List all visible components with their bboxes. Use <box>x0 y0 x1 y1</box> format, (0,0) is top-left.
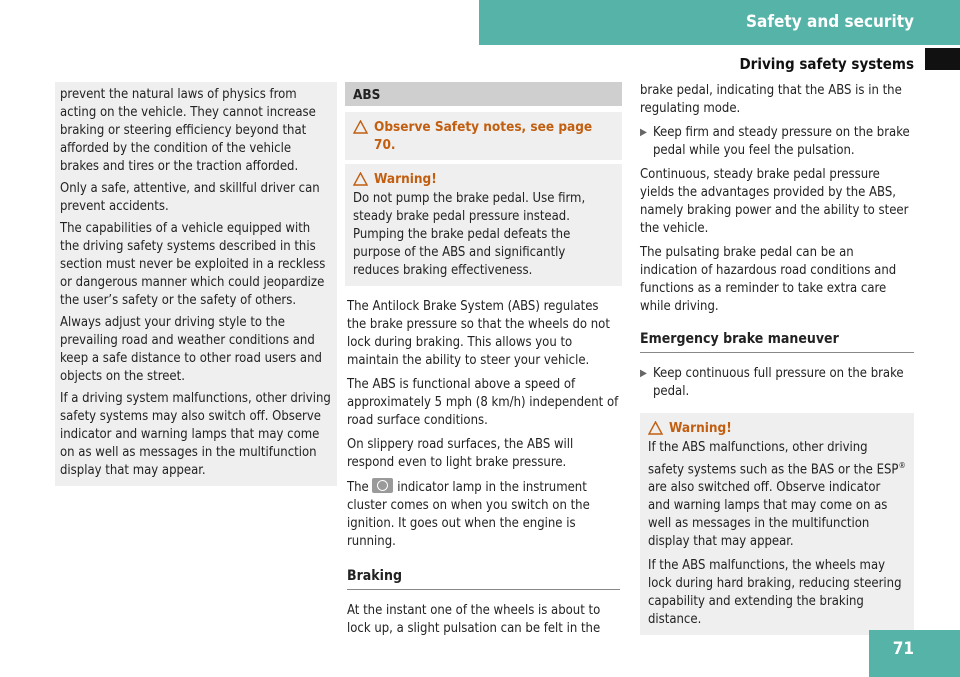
warning-title: Warning! <box>669 420 732 436</box>
abs-paragraph: The Antilock Brake System (ABS) regulates the brake pressure so that the wheels do not lock during braking. This allows you to maintain the ability to steer your vehicle. <box>347 299 610 368</box>
braking-paragraph: At the instant one of the wheels is about to lock up, a slight pulsation can be felt in the <box>347 603 601 636</box>
abs-indicator-icon <box>372 478 393 493</box>
page-number-tab <box>869 630 960 677</box>
left-paragraph: If a driving system malfunctions, other driving safety systems may also switch off. Observe indicator and warning lamps that may come on as well as messages in the multifunction display that may appear. <box>60 391 331 478</box>
abs-paragraph: The ABS is functional above a speed of approximately 5 mph (8 km/h) independent of road surface conditions. <box>347 377 619 428</box>
abs-body <box>345 298 622 638</box>
list-item: ▶ Keep continuous full pressure on the brake pedal. <box>640 366 904 399</box>
abs-heading: ABS <box>345 82 622 106</box>
right-column <box>640 82 914 635</box>
warning-box <box>345 164 622 286</box>
abs-section <box>345 82 622 644</box>
left-paragraph: Always adjust your driving style to the prevailing road and weather conditions and keep a safe distance to other road users and objects on the street. <box>60 315 322 384</box>
left-paragraph: Only a safe, attentive, and skillful driver can prevent accidents. <box>60 181 320 214</box>
section-tab <box>479 0 960 45</box>
emergency-heading: Emergency brake maneuver <box>640 330 914 353</box>
bullet-arrow-icon: ▶ <box>640 127 647 138</box>
warning-box <box>640 413 914 635</box>
warning-text: If the ABS malfunctions, the wheels may lock during hard braking, reducing steering capability and extending the braking distance. <box>648 558 902 628</box>
subsection-title: Driving safety systems <box>739 55 914 73</box>
right-paragraph: The pulsating brake pedal can be an indication of hazardous road conditions and functions as a reminder to take extra care while driving. <box>640 245 897 314</box>
bullet-arrow-icon: ▶ <box>640 368 647 379</box>
right-paragraph: Continuous, steady brake pedal pressure yields the advantages provided by the ABS, namely braking power and the ability to steer the vehicle. <box>640 167 909 236</box>
warning-triangle-icon <box>353 172 368 186</box>
left-paragraph: The capabilities of a vehicle equipped with the driving safety systems described in this section must never be exploited in a reckless or dangerous manner which could jeopardize the user’s safety or the safety of others. <box>60 221 326 308</box>
braking-heading: Braking <box>347 567 620 590</box>
warning-text: If the ABS malfunctions, other driving safety systems such as the BAS or the ESP® are also switched off. Observe indicator and warning lamps that may come on as well as messages in the multifunction display that may appear. <box>648 440 906 550</box>
indicator-paragraph: The indicator lamp in the instrument cluster comes on when you switch on the ignition. It goes out when the engine is running. <box>347 480 590 549</box>
continued-paragraph: brake pedal, indicating that the ABS is in the regulating mode. <box>640 83 902 116</box>
list-item: ▶ Keep firm and steady pressure on the brake pedal while you feel the pulsation. <box>640 125 910 158</box>
safety-note-link[interactable]: Observe Safety notes, see page 70. <box>374 119 593 153</box>
abs-paragraph: On slippery road surfaces, the ABS will respond even to light brake pressure. <box>347 437 574 470</box>
warning-triangle-icon <box>648 421 663 435</box>
safety-note-box <box>345 112 622 160</box>
left-info-box <box>55 82 337 486</box>
section-title: Safety and security <box>746 12 914 32</box>
warning-triangle-icon <box>353 120 368 134</box>
header-marker <box>925 48 960 70</box>
warning-title: Warning! <box>374 171 437 187</box>
left-paragraph: prevent the natural laws of physics from acting on the vehicle. They cannot increase braking or steering efficiency beyond that afforded by the condition of the vehicle brakes and tires or the traction afforded. <box>60 87 316 174</box>
warning-text: Do not pump the brake pedal. Use firm, steady brake pedal pressure instead. Pumping the brake pedal defeats the purpose of the ABS and significantly reduces braking effectiveness. <box>353 191 586 278</box>
page-number: 71 <box>892 639 914 659</box>
